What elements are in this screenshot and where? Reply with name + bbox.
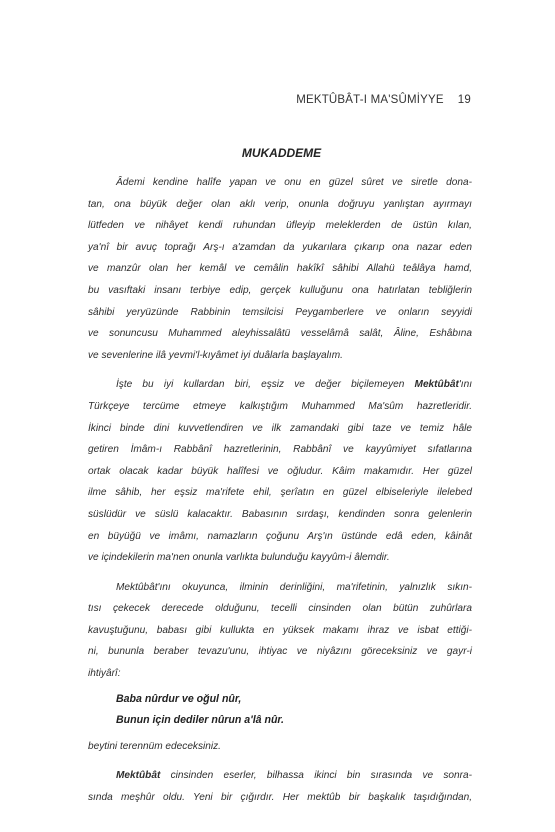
verse-line: Bunun için dediler nûrun a'lâ nûr.	[116, 714, 284, 727]
body-text	[88, 172, 472, 817]
text-line: tısı çekecek derecede olduğunu, tecelli cinsinden olan bütün zuhûrlara	[88, 603, 472, 615]
text-line: ihtiyârî:	[88, 668, 121, 680]
verse-line: Baba nûrdur ve oğul nûr,	[116, 692, 242, 705]
text-line: getiren İmâm-ı Rabbânî hazretlerinin, Rabbânî ve kayyûmiyet sıfatlarına	[88, 444, 472, 456]
paragraph-3	[88, 577, 472, 685]
running-title: MEKTÛBÂT-I MA'SÛMİYYE	[296, 94, 444, 106]
text-line: kavuştuğunu, babası gibi kullukta en yüksek makamı ihraz ve isbat ettiği-	[88, 624, 472, 636]
page-number: 19	[457, 94, 471, 106]
text-line: ve manzûr olan her kemâl ve cemâlin hakîkî sâhibi Allahü teâlâya hamd,	[88, 263, 472, 275]
emphasized-title: Mektûbât	[414, 379, 459, 391]
text-line: ilme sâhib, her eşsiz ma'rifete ehil, şerîatın en güzel elbiseleriyle ilelebed	[88, 487, 472, 499]
text-line: beytini terennüm edeceksiniz.	[88, 740, 221, 752]
text-line: tan, ona büyük değer olan aklı verip, onunla doğruyu yanlıştan ayırmayı	[88, 198, 472, 210]
text-line: sâhibi yeryüzünde Rabbinin temsilcisi Peygamberlere ve onların seyyidi	[88, 306, 472, 318]
text-line: ve sevenlerine ilâ yevmi'l-kıyâmet iyi duâlarla başlayalım.	[88, 349, 343, 361]
verse-block	[88, 689, 472, 732]
text-line: Âdemi kendine halîfe yapan ve onu en güzel sûret ve siretle dona-	[116, 177, 472, 188]
text-run: 'ını	[458, 379, 472, 391]
text-line: sında meşhûr oldu. Yeni bir çığırdır. Her mektûb bir başkalık taşıdığından,	[88, 792, 472, 804]
text-line: bu vasıftaki insanı terbiye edip, gerçek kulluğunu ona hatırlatan tebliğlerin	[88, 284, 472, 296]
text-line: ve içindekilerin ma'nen onunla varlıkta bulunduğu kayyûm-i âlemdir.	[88, 552, 390, 564]
paragraph-after-verse	[88, 736, 472, 758]
text-line: ve sonuncusu Muhammed aleyhissalâtü vesselâmâ salât, Âline, Eshâbına	[88, 328, 472, 340]
chapter-title: MUKADDEME	[241, 146, 322, 160]
emphasized-title: Mektûbât	[116, 770, 161, 782]
text-line	[88, 765, 472, 787]
text-line	[88, 374, 472, 396]
text-line: Mektûbât'ını okuyunca, ilminin derinliğini, ma'rifetinin, yalnızlık sıkın-	[116, 581, 472, 593]
text-line: Türkçeye tercüme etmeye kalkıştığım Muhammed Ma'sûm hazretleridir.	[88, 400, 472, 412]
text-line: İkinci binde dini kuvvetlendiren ve ilk zamandaki gibi taze ve temiz hâle	[88, 422, 472, 434]
paragraph-4	[88, 765, 472, 808]
text-line: ya'nî bir avuç toprağı Arş-ı a'zamdan da yukarılara çıkarıp ona nazar eden	[88, 241, 472, 253]
text-line: ortak olacak kadar büyük halîfesi ve oğludur. Kâim makamıdır. Her güzel	[88, 465, 472, 477]
paragraph-2	[88, 374, 472, 568]
text-line: en büyüğü ve imâmı, namazların çoğunu Arş'ın üstünde edâ eden, kâinât	[88, 530, 472, 542]
text-line: lütfeden ve nihâyet kendi ruhundan üfleyip meleklerden de üstün kılan,	[88, 220, 472, 232]
text-run: cinsinden eserler, bilhassa ikinci bin sırasında ve sonra-	[160, 770, 472, 782]
paragraph-1	[88, 172, 472, 366]
running-header	[296, 94, 471, 106]
text-line: süslüdür ve süslü kalacaktır. Babasının sırdaşı, kendinden sonra gelenlerin	[88, 508, 472, 520]
text-run: İşte bu iyi kullardan biri, eşsiz ve değer biçilemeyen	[116, 379, 415, 391]
text-line: ni, bununla beraber tevazu'unu, ihtiyac ve niyâzını göreceksiniz ve gayr-i	[88, 646, 472, 658]
